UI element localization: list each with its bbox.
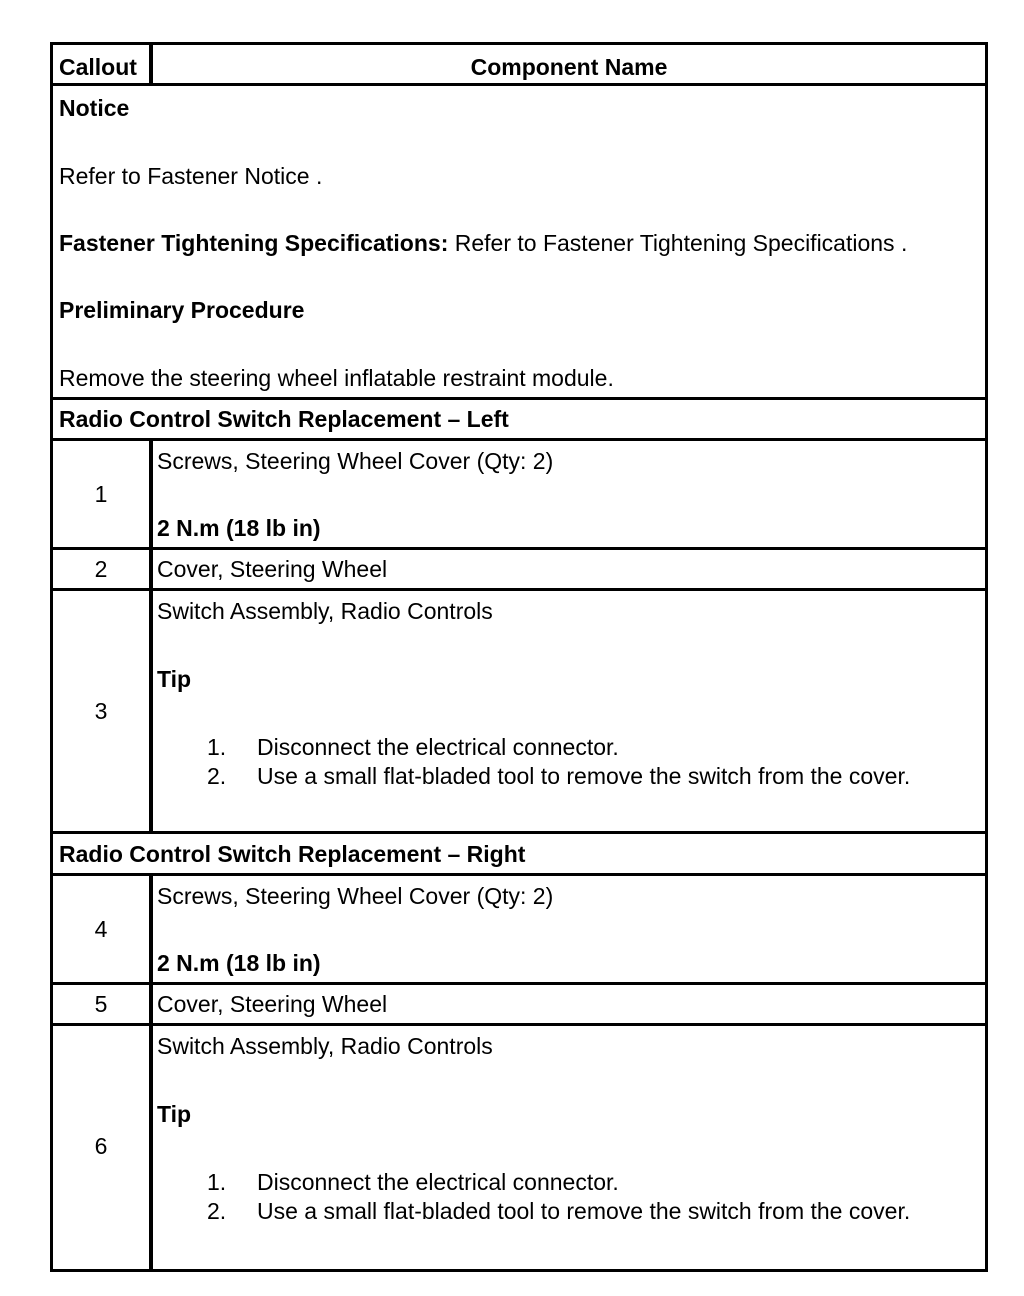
tip-label: Tip: [157, 666, 192, 692]
callout-number: 3: [94, 697, 108, 724]
row-divider: [53, 1023, 985, 1026]
list-item: 1. Disconnect the electrical connector.: [207, 734, 619, 760]
preliminary-text: Remove the steering wheel inflatable restraint module.: [59, 365, 614, 391]
section-title-left: Radio Control Switch Replacement – Left: [59, 406, 509, 432]
callout-number: 1: [94, 480, 108, 507]
row-divider: [53, 873, 985, 876]
header-callout: Callout: [59, 54, 137, 80]
column-divider: [149, 873, 153, 984]
fastener-spec-label: Fastener Tightening Specifications:: [59, 230, 449, 256]
component-name: Switch Assembly, Radio Controls: [157, 598, 493, 624]
row-divider: [53, 982, 985, 985]
component-name: Cover, Steering Wheel: [157, 556, 388, 582]
row-divider: [53, 438, 985, 441]
component-name: Screws, Steering Wheel Cover (Qty: 2): [157, 883, 554, 909]
torque-spec: 2 N.m (18 lb in): [157, 515, 321, 541]
row-divider: [53, 83, 985, 86]
component-name: Screws, Steering Wheel Cover (Qty: 2): [157, 448, 554, 474]
component-table: [50, 42, 988, 1272]
component-name: Switch Assembly, Radio Controls: [157, 1033, 493, 1059]
callout-number: 6: [94, 1132, 108, 1159]
callout-number: 4: [94, 915, 108, 942]
callout-number: 2: [94, 555, 108, 582]
row-divider: [53, 547, 985, 550]
torque-spec: 2 N.m (18 lb in): [157, 950, 321, 976]
column-divider: [149, 45, 153, 85]
section-title-right: Radio Control Switch Replacement – Right: [59, 841, 526, 867]
row-divider: [53, 831, 985, 834]
tip-label: Tip: [157, 1101, 192, 1127]
header-component-name: Component Name: [470, 54, 668, 80]
callout-number: 5: [94, 990, 108, 1017]
column-divider: [149, 588, 153, 832]
list-item: 1. Disconnect the electrical connector.: [207, 1169, 619, 1195]
row-divider: [53, 588, 985, 591]
component-name: Cover, Steering Wheel: [157, 991, 388, 1017]
steps-list: [157, 733, 910, 791]
column-divider: [149, 1023, 153, 1269]
steps-list: [157, 1168, 910, 1226]
preliminary-title: Preliminary Procedure: [59, 297, 305, 323]
list-item: 2. Use a small flat-bladed tool to remove the switch from the cover.: [207, 1198, 911, 1224]
notice-title: Notice: [59, 95, 130, 121]
column-divider: [149, 547, 153, 591]
fastener-spec-text: Refer to Fastener Tightening Specifications .: [448, 230, 908, 256]
column-divider: [149, 438, 153, 549]
fastener-spec: [59, 230, 907, 256]
column-divider: [149, 982, 153, 1026]
list-item: 2. Use a small flat-bladed tool to remove the switch from the cover.: [207, 763, 911, 789]
notice-refer: Refer to Fastener Notice .: [59, 163, 323, 189]
row-divider: [53, 397, 985, 400]
